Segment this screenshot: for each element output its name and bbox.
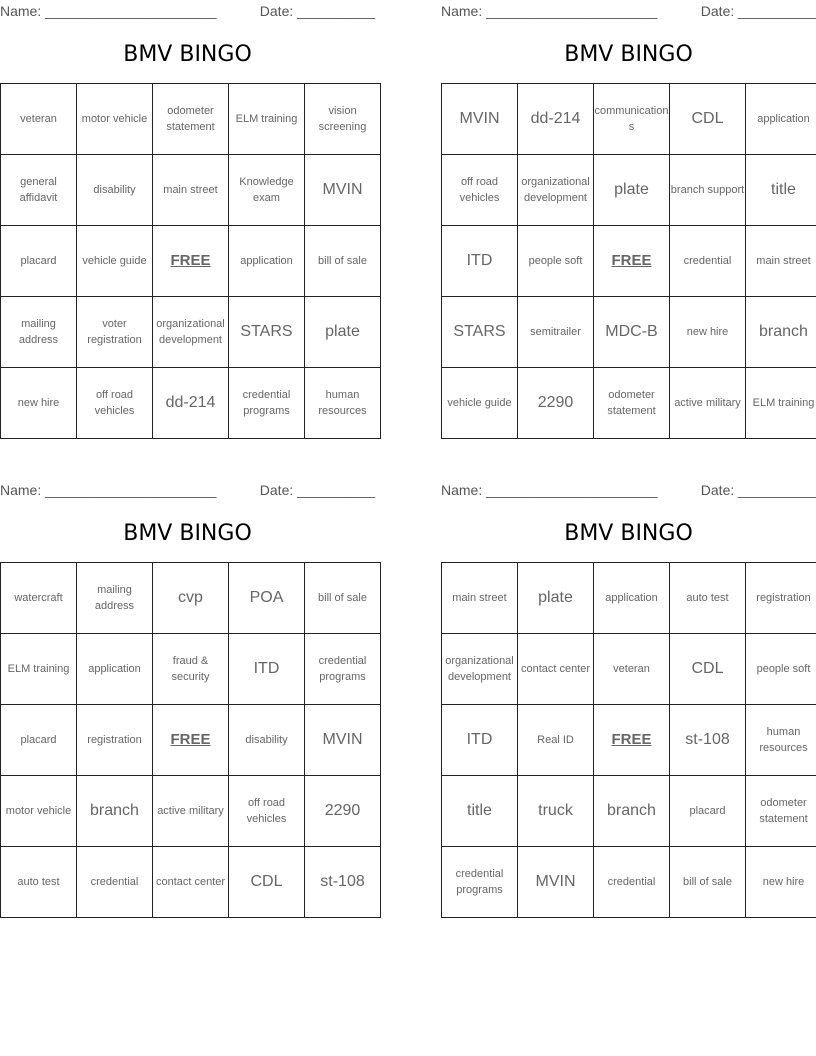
bingo-cell: st-108	[305, 847, 381, 918]
bingo-cell: semitrailer	[518, 297, 594, 368]
grid-row	[442, 368, 816, 439]
bingo-cell: STARS	[229, 297, 305, 368]
bingo-cell: dd-214	[518, 84, 594, 155]
card-title: BMV BINGO	[123, 42, 252, 67]
bingo-cell: main street	[746, 226, 816, 297]
grid-row	[1, 84, 381, 155]
bingo-cell: motor vehicle	[1, 776, 77, 847]
card-header	[441, 0, 816, 22]
bingo-cell: vehicle guide	[77, 226, 153, 297]
bingo-cell: POA	[229, 563, 305, 634]
bingo-cell: people soft	[518, 226, 594, 297]
bingo-cell: organizational development	[442, 634, 518, 705]
bingo-cell: communications	[594, 84, 670, 155]
bingo-cell: CDL	[229, 847, 305, 918]
date-field-label: Date: __________	[259, 3, 375, 19]
bingo-cell: MVIN	[518, 847, 594, 918]
bingo-cell: new hire	[746, 847, 816, 918]
bingo-cell: branch	[77, 776, 153, 847]
bingo-cell: CDL	[670, 634, 746, 705]
bingo-cell: voter registration	[77, 297, 153, 368]
bingo-cell: placard	[1, 705, 77, 776]
card-header	[0, 479, 375, 501]
bingo-cell: application	[229, 226, 305, 297]
name-field-label: Name: ______________________	[441, 482, 658, 498]
bingo-cell: registration	[77, 705, 153, 776]
bingo-cell: off road vehicles	[229, 776, 305, 847]
card-header	[0, 0, 375, 22]
date-field-label: Date: __________	[700, 3, 816, 19]
bingo-cell: auto test	[670, 563, 746, 634]
bingo-cell: ELM training	[746, 368, 816, 439]
bingo-cell: STARS	[442, 297, 518, 368]
bingo-cell: bill of sale	[305, 563, 381, 634]
bingo-grid	[441, 83, 816, 439]
free-space-cell: FREE	[594, 226, 670, 297]
bingo-cell: placard	[670, 776, 746, 847]
bingo-cell: 2290	[305, 776, 381, 847]
card-title: BMV BINGO	[564, 42, 693, 67]
bingo-cell: new hire	[670, 297, 746, 368]
card-title: BMV BINGO	[123, 521, 252, 546]
bingo-cell: contact center	[518, 634, 594, 705]
bingo-cell: application	[594, 563, 670, 634]
bingo-cell: ITD	[442, 705, 518, 776]
bingo-cell: placard	[1, 226, 77, 297]
bingo-cell: motor vehicle	[77, 84, 153, 155]
bingo-cell: watercraft	[1, 563, 77, 634]
bingo-cell: MDC-B	[594, 297, 670, 368]
bingo-cell: veteran	[1, 84, 77, 155]
free-space-cell: FREE	[153, 705, 229, 776]
bingo-card-1	[0, 0, 375, 417]
bingo-cell: registration	[746, 563, 816, 634]
card-title: BMV BINGO	[564, 521, 693, 546]
bingo-grid	[0, 562, 381, 918]
bingo-card-3	[0, 479, 375, 890]
grid-row	[442, 297, 816, 368]
grid-row	[1, 368, 381, 439]
bingo-cell: people soft	[746, 634, 816, 705]
grid-row	[1, 705, 381, 776]
grid-row	[442, 634, 816, 705]
bingo-cell: disability	[229, 705, 305, 776]
bingo-cell: disability	[77, 155, 153, 226]
date-field-label: Date: __________	[259, 482, 375, 498]
bingo-cell: mailing address	[77, 563, 153, 634]
bingo-cell: credential	[77, 847, 153, 918]
bingo-cell: human resources	[305, 368, 381, 439]
bingo-cell: application	[77, 634, 153, 705]
bingo-cell: ELM training	[229, 84, 305, 155]
bingo-cell: organizational development	[153, 297, 229, 368]
name-field-label: Name: ______________________	[441, 3, 658, 19]
bingo-cell: branch	[746, 297, 816, 368]
bingo-cell: human resources	[746, 705, 816, 776]
bingo-cell: MVIN	[442, 84, 518, 155]
grid-row	[1, 776, 381, 847]
bingo-cell: plate	[518, 563, 594, 634]
bingo-cell: off road vehicles	[77, 368, 153, 439]
bingo-cell: dd-214	[153, 368, 229, 439]
bingo-cell: active military	[153, 776, 229, 847]
bingo-grid	[0, 83, 381, 439]
bingo-cell: credential	[670, 226, 746, 297]
bingo-cell: odometer statement	[746, 776, 816, 847]
grid-row	[442, 776, 816, 847]
bingo-cell: main street	[442, 563, 518, 634]
grid-row	[1, 226, 381, 297]
bingo-cell: st-108	[670, 705, 746, 776]
grid-row	[1, 563, 381, 634]
bingo-cell: new hire	[1, 368, 77, 439]
free-space-cell: FREE	[153, 226, 229, 297]
grid-row	[1, 634, 381, 705]
bingo-cell: truck	[518, 776, 594, 847]
bingo-cell: MVIN	[305, 155, 381, 226]
bingo-cell: bill of sale	[305, 226, 381, 297]
bingo-cell: ELM training	[1, 634, 77, 705]
card-header	[441, 479, 816, 501]
bingo-cell: active military	[670, 368, 746, 439]
bingo-card-4	[441, 479, 816, 896]
bingo-cell: auto test	[1, 847, 77, 918]
bingo-cell: vision screening	[305, 84, 381, 155]
grid-row	[1, 297, 381, 368]
bingo-cell: credential	[594, 847, 670, 918]
name-field-label: Name: ______________________	[0, 482, 217, 498]
bingo-cell: odometer statement	[153, 84, 229, 155]
bingo-cell: veteran	[594, 634, 670, 705]
grid-row	[442, 84, 816, 155]
bingo-card-2	[441, 0, 816, 417]
bingo-cell: general affidavit	[1, 155, 77, 226]
bingo-cell: ITD	[229, 634, 305, 705]
bingo-cell: application	[746, 84, 816, 155]
bingo-cell: fraud & security	[153, 634, 229, 705]
free-space-cell: FREE	[594, 705, 670, 776]
bingo-cell: ITD	[442, 226, 518, 297]
bingo-cell: branch	[594, 776, 670, 847]
bingo-cell: contact center	[153, 847, 229, 918]
bingo-cell: Knowledge exam	[229, 155, 305, 226]
bingo-cell: cvp	[153, 563, 229, 634]
bingo-cell: branch support	[670, 155, 746, 226]
date-field-label: Date: __________	[700, 482, 816, 498]
bingo-cell: bill of sale	[670, 847, 746, 918]
bingo-cell: odometer statement	[594, 368, 670, 439]
bingo-cell: title	[442, 776, 518, 847]
grid-row	[442, 705, 816, 776]
bingo-cell: 2290	[518, 368, 594, 439]
bingo-cell: credential programs	[229, 368, 305, 439]
bingo-cell: CDL	[670, 84, 746, 155]
bingo-cell: off road vehicles	[442, 155, 518, 226]
bingo-cell: vehicle guide	[442, 368, 518, 439]
bingo-grid	[441, 562, 816, 918]
grid-row	[442, 155, 816, 226]
bingo-cell: main street	[153, 155, 229, 226]
grid-row	[442, 563, 816, 634]
grid-row	[1, 847, 381, 918]
bingo-cell: credential programs	[305, 634, 381, 705]
grid-row	[1, 155, 381, 226]
bingo-cell: title	[746, 155, 816, 226]
grid-row	[442, 226, 816, 297]
bingo-cell: credential programs	[442, 847, 518, 918]
bingo-cell: plate	[594, 155, 670, 226]
bingo-cell: Real ID	[518, 705, 594, 776]
bingo-cell: plate	[305, 297, 381, 368]
name-field-label: Name: ______________________	[0, 3, 217, 19]
bingo-cell: organizational development	[518, 155, 594, 226]
bingo-cell: mailing address	[1, 297, 77, 368]
grid-row	[442, 847, 816, 918]
bingo-cell: MVIN	[305, 705, 381, 776]
